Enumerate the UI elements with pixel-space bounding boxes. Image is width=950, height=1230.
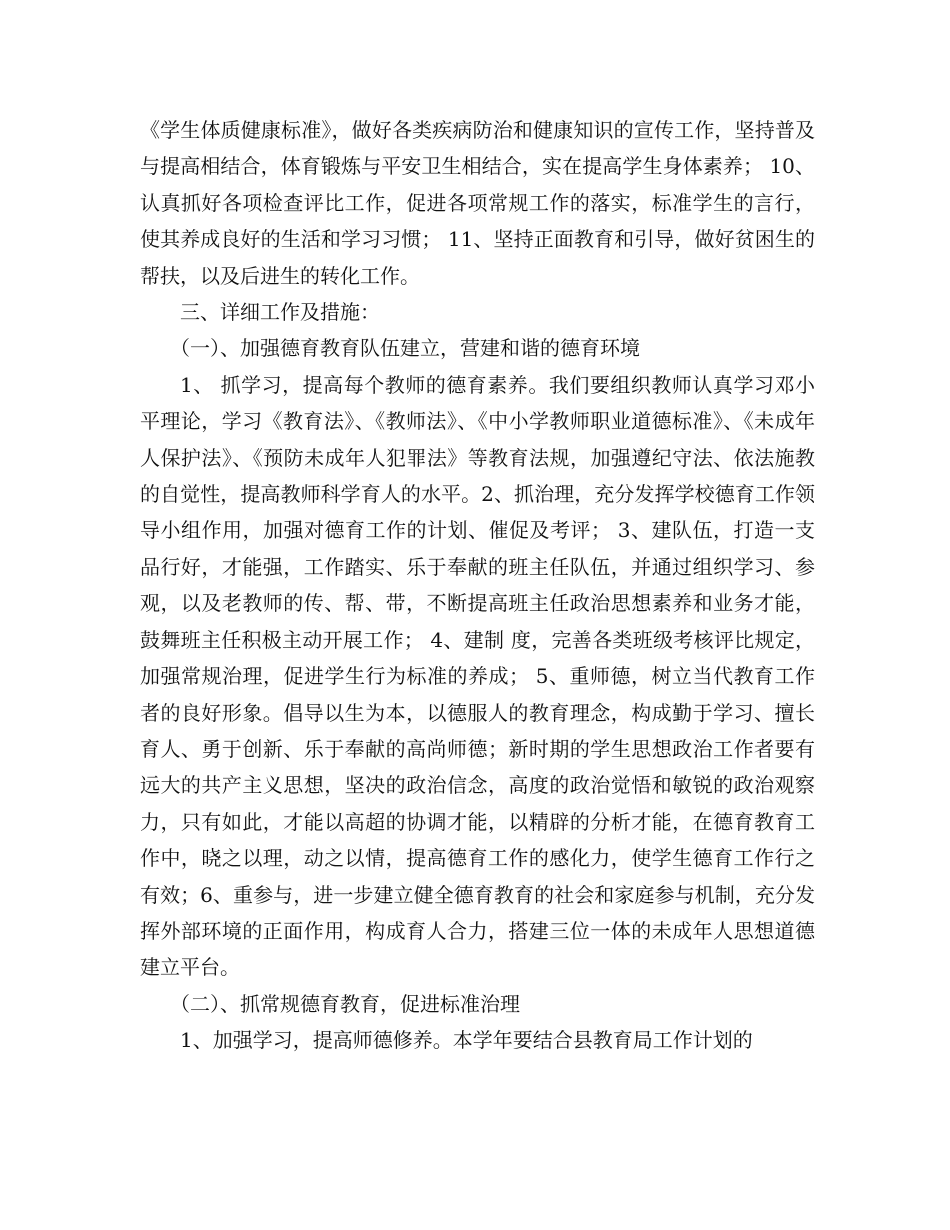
paragraph-team-building: 1、 抓学习，提高每个教师的德育素养。我们要组织教师认真学习邓小平理论，学习《教育法》、《教师法》、《中小学教师职业道德标准》、《未成年人保护法》、《预防未成年人犯罪法》等教育法规，加强遵纪守法、依法施教的自觉性，提高教师科学育人的水平。2、抓治理，充分发挥学校德育工作领导小组作用，加强对德育工作的计划、催促及考评； 3、建队伍，打造一支品行好，才能强，工作踏实、乐于奉献的班主任队伍，并通过组织学习、参观，以及老教师的传、帮、带，不断提高班主任政治思想素养和业务才能，鼓舞班主任积极主动开展工作； 4、建制 度，完善各类班级考核评比规定，加强常规治理，促进学生行为标准的养成； 5、重师德，树立当代教育工作者的良好形象。倡导以生为本，以德服人的教育理念，构成勤于学习、擅长育人、勇于创新、乐于奉献的高尚师德；新时期的学生思想政治工作者要有远大的共产主义思想，坚决的政治信念，高度的政治觉悟和敏锐的政治观察力，只有如此，才能以高超的协调才能，以精辟的分析才能，在德育教育工作中，晓之以理，动之以情，提高德育工作的感化力，使学生德育工作行之有效；6、重参与，进一步建立健全德育教育的社会和家庭参与机制，充分发挥外部环境的正面作用，构成育人合力，搭建三位一体的未成年人思想道德建立平台。 [140,372,815,980]
subsection-heading-routine-education: （二）、抓常规德育教育，促进标准治理 [170,991,520,1016]
document-body [140,112,815,1059]
subsection-heading-team-building: （一）、加强德育教育队伍建立，营建和谐的德育环境 [170,336,640,361]
section-heading-measures: 三、详细工作及措施： [180,300,380,325]
paragraph-study-ethics: 1、加强学习，提高师德修养。本学年要结合县教育局工作计划的 [180,1028,753,1053]
paragraph-health-standards: 《学生体质健康标准》，做好各类疾病防治和健康知识的宣传工作，坚持普及与提高相结合，体育锻炼与平安卫生相结合，实在提高学生身体素养； 10、认真抓好各项检查评比工作，促进各项常规工作的落实，标准学生的言行，使其养成良好的生活和学习习惯； 11、坚持正面教育和引导，做好贫困生的帮扶，以及后进生的转化工作。 [140,118,815,288]
